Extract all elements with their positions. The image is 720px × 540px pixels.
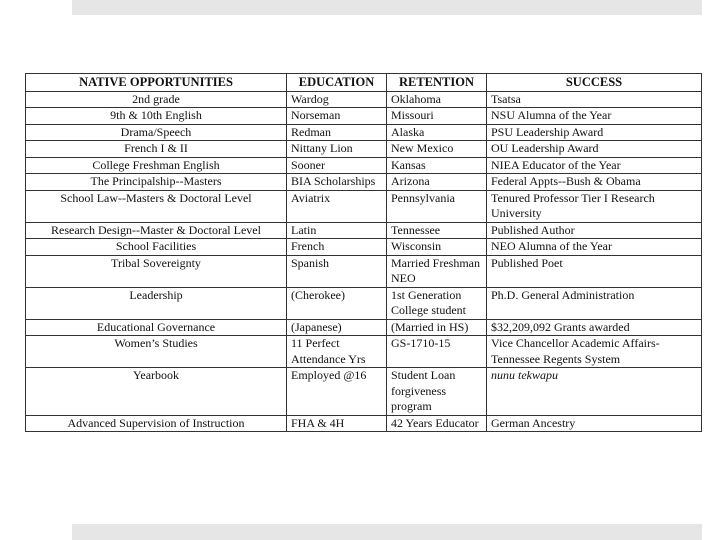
cell-success: OU Leadership Award: [487, 141, 702, 158]
table-row: [26, 415, 702, 432]
cell-education: Redman: [287, 124, 387, 141]
top-banner-bar: [72, 0, 702, 15]
cell-education: Norseman: [287, 108, 387, 125]
cell-native: School Facilities: [26, 239, 287, 256]
cell-retention: Alaska: [387, 124, 487, 141]
table-row: [26, 368, 702, 416]
cell-retention: Married Freshman NEO: [387, 255, 487, 287]
cell-retention: Wisconsin: [387, 239, 487, 256]
header-education: EDUCATION: [287, 74, 387, 92]
table-row: [26, 91, 702, 108]
cell-retention: (Married in HS): [387, 319, 487, 336]
table-row: [26, 336, 702, 368]
header-native-opportunities: NATIVE OPPORTUNITIES: [26, 74, 287, 92]
table-row: [26, 190, 702, 222]
table-row: [26, 255, 702, 287]
cell-education: French: [287, 239, 387, 256]
table-row: [26, 174, 702, 191]
cell-education: Wardog: [287, 91, 387, 108]
cell-success: $32,209,092 Grants awarded: [487, 319, 702, 336]
cell-retention: Oklahoma: [387, 91, 487, 108]
cell-success: Published Poet: [487, 255, 702, 287]
cell-retention: GS-1710-15: [387, 336, 487, 368]
cell-native: School Law--Masters & Doctoral Level: [26, 190, 287, 222]
header-retention: RETENTION: [387, 74, 487, 92]
bottom-banner-bar: [72, 524, 702, 540]
cell-success: NSU Alumna of the Year: [487, 108, 702, 125]
cell-success: Ph.D. General Administration: [487, 287, 702, 319]
cell-education: Aviatrix: [287, 190, 387, 222]
cell-retention: Student Loan forgiveness program: [387, 368, 487, 416]
cell-retention: New Mexico: [387, 141, 487, 158]
cell-success: German Ancestry: [487, 415, 702, 432]
table-row: [26, 108, 702, 125]
cell-native: Drama/Speech: [26, 124, 287, 141]
cell-success: Federal Appts--Bush & Obama: [487, 174, 702, 191]
achievements-table: [25, 73, 702, 432]
table-row: [26, 239, 702, 256]
table-row: [26, 157, 702, 174]
cell-native: 9th & 10th English: [26, 108, 287, 125]
cell-retention: Kansas: [387, 157, 487, 174]
cell-native: 2nd grade: [26, 91, 287, 108]
cell-native: Leadership: [26, 287, 287, 319]
cell-native: The Principalship--Masters: [26, 174, 287, 191]
header-success: SUCCESS: [487, 74, 702, 92]
cell-education: Nittany Lion: [287, 141, 387, 158]
cell-retention: 42 Years Educator: [387, 415, 487, 432]
cell-native: Yearbook: [26, 368, 287, 416]
cell-native: Tribal Sovereignty: [26, 255, 287, 287]
table-row: [26, 222, 702, 239]
cell-native: College Freshman English: [26, 157, 287, 174]
cell-education: 11 Perfect Attendance Yrs: [287, 336, 387, 368]
cell-success: NIEA Educator of the Year: [487, 157, 702, 174]
cell-native: Women’s Studies: [26, 336, 287, 368]
cell-success: nunu tekwapu: [487, 368, 702, 416]
cell-education: FHA & 4H: [287, 415, 387, 432]
cell-success: Tsatsa: [487, 91, 702, 108]
cell-native: Advanced Supervision of Instruction: [26, 415, 287, 432]
cell-education: (Japanese): [287, 319, 387, 336]
cell-success: Vice Chancellor Academic Affairs-Tennessee Regents System: [487, 336, 702, 368]
cell-education: Employed @16: [287, 368, 387, 416]
cell-retention: Arizona: [387, 174, 487, 191]
cell-education: Sooner: [287, 157, 387, 174]
cell-education: Spanish: [287, 255, 387, 287]
cell-success: Tenured Professor Tier I Research University: [487, 190, 702, 222]
table-row: [26, 124, 702, 141]
cell-education: Latin: [287, 222, 387, 239]
table-row: [26, 287, 702, 319]
cell-success: PSU Leadership Award: [487, 124, 702, 141]
cell-retention: Pennsylvania: [387, 190, 487, 222]
cell-education: (Cherokee): [287, 287, 387, 319]
table-row: [26, 319, 702, 336]
cell-success: NEO Alumna of the Year: [487, 239, 702, 256]
cell-retention: Missouri: [387, 108, 487, 125]
cell-success: Published Author: [487, 222, 702, 239]
table-header-row: [26, 74, 702, 92]
cell-native: Research Design--Master & Doctoral Level: [26, 222, 287, 239]
cell-native: Educational Governance: [26, 319, 287, 336]
cell-education: BIA Scholarships: [287, 174, 387, 191]
cell-retention: Tennessee: [387, 222, 487, 239]
cell-native: French I & II: [26, 141, 287, 158]
table-row: [26, 141, 702, 158]
cell-retention: 1st Generation College student: [387, 287, 487, 319]
